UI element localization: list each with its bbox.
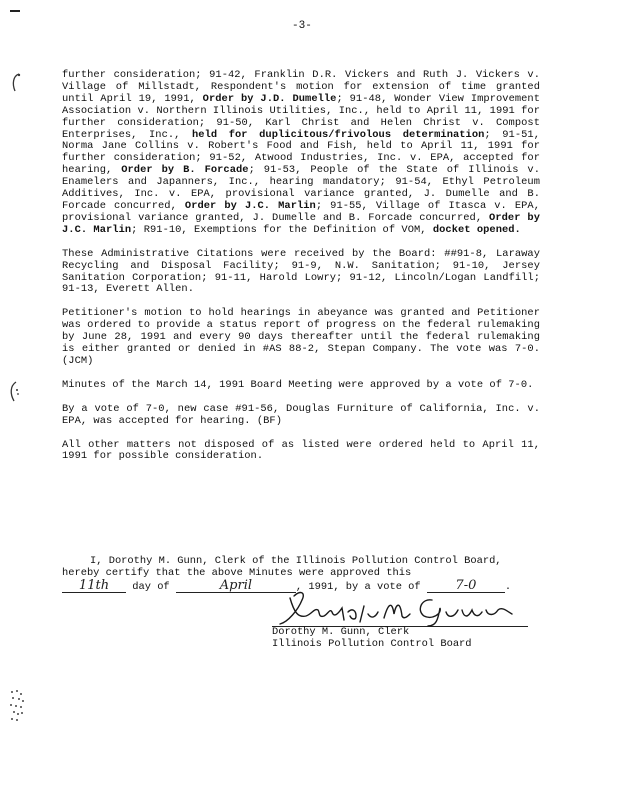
page-number: -3- [292, 20, 312, 32]
paragraph-administrative-citations: These Administrative Citations were received by the Board: ##91-8, Laraway Recycling and Disposal Facility; 91-9, N.W. Sanitation; 91-10, Jersey Sanitation Corporation; 91-11, Harold Lowry; 91-12, Lincoln/Logan Landfill; 91-13, Everett Allen. [62, 247, 540, 296]
paragraph-abeyance-motion: Petitioner's motion to hold hearings in abeyance was granted and Petitioner was ordered to provide a status report of progress on the federal rulemaking by June 28, 1991 and every 90 days thereafter until the federal rulemaking is either granted or denied in #AS 88-2, Stepan Company. The vote was 7-0. (JCM) [62, 307, 540, 367]
handwritten-signature [272, 586, 528, 628]
minutes-body [62, 70, 540, 475]
signer-organization: Illinois Pollution Control Board [272, 637, 472, 650]
margin-mark-icon [6, 380, 20, 404]
paragraph-other-matters: All other matters not disposed of as listed were ordered held to April 11, 1991 for possible consideration. [62, 438, 540, 463]
signer-name: Dorothy M. Gunn, Clerk [272, 626, 410, 638]
certification-date-line: 11th day of April , 1991, by a vote of 7-0 . [62, 580, 540, 594]
handwritten-vote: 7-0 [427, 580, 505, 593]
signature-block [272, 586, 532, 651]
handwritten-month: April [176, 580, 296, 593]
paragraph-case-list: further consideration; 91-42, Franklin D.R. Vickers and Ruth J. Vickers v. Village of Millstadt, Respondent's motion for extension of time granted until April 19, 1991, Order by J.D. Dumelle; 91-48, Wonder View Improvement Association v. Northern Illinois Utilities, Inc., held to April 11, 1991 for further consideration; 91-50, Karl Christ and Helen Christ v. Compost Enterprises, Inc., held for duplicitous/frivolous determination; 91-51, Norma Jane Collins v. Robert's Food and Fish, held to April 11, 1991 for further consideration; 91-52, Atwood Industries, Inc. v. EPA, accepted for hearing, Order by B. Forcade; 91-53, People of the State of Illinois v. Enamelers and Japanners, Inc., hearing mandatory; 91-54, Ethyl Petroleum Additives, Inc. v. EPA, provisional variance granted, J. Dumelle and B. Forcade concurred, Order by J.C. Marlin; 91-55, Village of Itasca v. EPA, provisional variance granted, J. Dumelle and B. Forcade concurred, Order by J.C. Marlin; R91-10, Exemptions for the Definition of VOM, docket opened. [62, 69, 540, 236]
margin-mark-icon [8, 72, 22, 94]
corner-tick-mark [10, 10, 20, 12]
certification-statement: I, Dorothy M. Gunn, Clerk of the Illinois Pollution Control Board, hereby certify that the above Minutes were approved this [62, 555, 502, 579]
paragraph-new-case: By a vote of 7-0, new case #91-56, Douglas Furniture of California, Inc. v. EPA, was accepted for hearing. (BF) [62, 402, 540, 427]
paragraph-minutes-approval: Minutes of the March 14, 1991 Board Meeting were approved by a vote of 7-0. [62, 378, 534, 391]
handwritten-day: 11th [62, 580, 126, 593]
scan-speckle [8, 688, 26, 724]
